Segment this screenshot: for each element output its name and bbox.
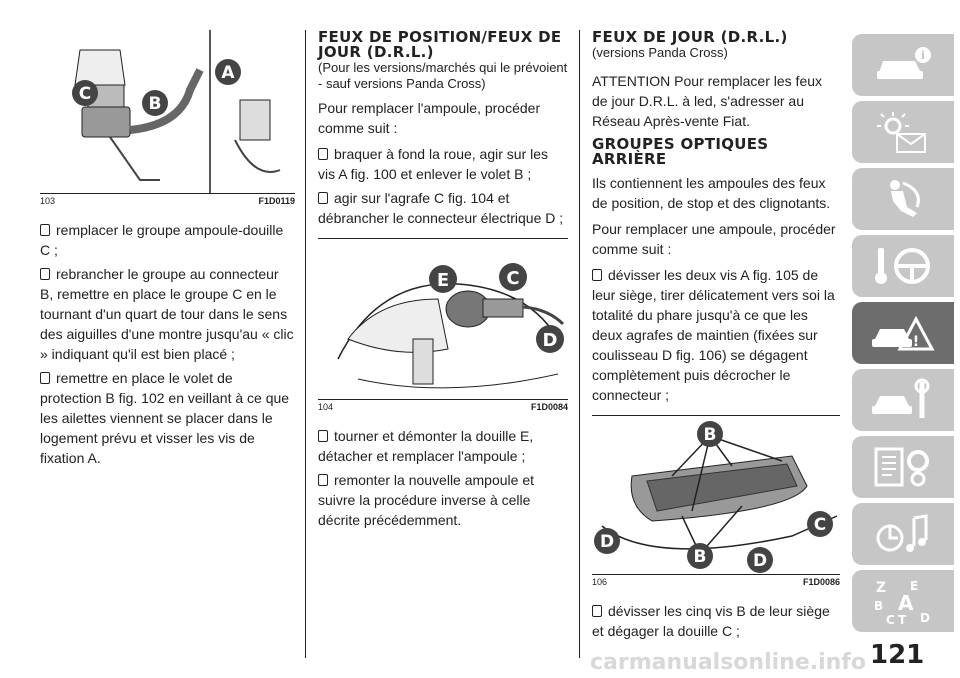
watermark: carmanualsonline.info [590,650,866,675]
figure-number: 104 [318,402,334,412]
callout-b: B [703,425,717,445]
callout-c: C [506,268,520,289]
warning-lights-icon [873,110,933,154]
checkbox-bullet-icon [318,148,328,160]
rear-light-illustration [592,416,840,574]
bullet-item: remettre en place le volet de protection B fig. 102 en veillant à ce que les ailettes viennent se placer dans le logement prévu et visser les vis de fixation A. [40,370,290,466]
tab-safety[interactable] [852,168,954,230]
bullet-item: tourner et démonter la douille E, détacher et remplacer l'ampoule ; [318,428,534,464]
tab-car-info[interactable] [852,34,954,96]
figure-number: 103 [40,196,56,206]
callout-b: B [693,547,707,567]
callout-b: B [148,94,162,114]
svg-text:E: E [910,579,919,593]
section-heading: GROUPES OPTIQUES ARRIÈRE [592,135,769,168]
index-letters-icon [870,576,936,626]
section-subheading: (Pour les versions/marchés qui le prévoient - sauf versions Panda Cross) [318,60,568,91]
tab-index[interactable] [852,570,954,632]
checkbox-bullet-icon [40,268,50,280]
bullet-item: rebrancher le groupe au connecteur B, remettre en place le groupe C en le tournant d'un quart de tour dans le sens des aiguilles d'une montre jusqu'au « clic » indiquant qu'il est bien placé ; [40,266,294,362]
svg-text:B: B [874,599,884,613]
column-divider [579,30,580,658]
car-info-icon [873,45,933,85]
figure-104 [318,238,568,400]
tab-multimedia[interactable] [852,503,954,565]
tab-starting-driving[interactable] [852,235,954,297]
figure-caption [40,194,295,206]
callout-d: D [599,532,615,552]
figure-number: 106 [592,577,608,587]
checkbox-bullet-icon [318,192,328,204]
bullet-item: dévisser les deux vis A fig. 105 de leur siège, tirer délicatement vers soi la totalité du phare jusqu'à ce que les deux agrafes de maintien (fixées sur coulisseau D fig. 106) se dégagent complètement puis décrocher le connecteur ; [592,267,835,403]
column-2 [318,30,568,534]
tab-maintenance[interactable] [852,369,954,431]
intro-text: Pour remplacer l'ampoule, procéder comme suit : [318,100,541,136]
checkbox-bullet-icon [40,224,50,236]
callout-e: E [436,270,450,291]
checkbox-bullet-icon [318,474,328,486]
svg-text:C: C [886,613,895,626]
figure-caption [318,400,568,412]
technical-data-icon [870,445,936,489]
section-heading: FEUX DE JOUR (D.R.L.) [592,28,788,46]
tab-emergency[interactable] [852,302,954,364]
page-number: 121 [870,640,925,670]
figure-103 [40,30,295,194]
drl-lamp-illustration [318,239,568,399]
bullet-item: dévisser les cinq vis B de leur siège et dégager la douille C ; [592,603,830,639]
bullet-item: agir sur l'agrafe C fig. 104 et débrancher le connecteur électrique D ; [318,190,564,226]
figure-code: F1D0084 [530,402,568,412]
figure-106 [592,415,840,575]
callout-d: D [752,551,768,571]
chapter-tabs [852,34,960,637]
safety-seat-icon [873,177,933,221]
figure-caption [592,575,840,587]
bullet-item: remonter la nouvelle ampoule et suivre la procédure inverse à celle décrite précédemment. [318,472,535,528]
intro-text: Pour remplacer une ampoule, procéder comme suit : [592,221,836,257]
checkbox-bullet-icon [318,430,328,442]
callout-c: C [78,84,92,104]
section-subheading: (versions Panda Cross) [592,45,728,60]
figure-code: F1D0119 [258,196,295,206]
multimedia-music-icon [870,512,936,556]
bullet-item: remplacer le groupe ampoule-douille C ; [40,222,284,258]
column-3 [592,30,840,645]
attention-note: ATTENTION Pour remplacer les feux de jour D.R.L. à led, s'adresser au Réseau Après-vente Fiat. [592,73,823,129]
svg-text:i: i [920,49,926,62]
checkbox-bullet-icon [592,269,602,281]
column-1 [40,30,295,472]
checkbox-bullet-icon [40,372,50,384]
svg-text:D: D [920,611,930,625]
svg-text:T: T [898,613,907,626]
callout-c: C [813,515,827,535]
body-text: Ils contiennent les ampoules des feux de position, de stop et des clignotants. [592,175,831,211]
maintenance-wrench-icon [870,378,936,422]
callout-d: D [542,330,558,351]
key-steering-wheel-icon [870,244,936,288]
emergency-breakdown-icon [870,311,936,355]
section-heading: FEUX DE POSITION/FEUX DE JOUR (D.R.L.) [318,28,562,61]
checkbox-bullet-icon [592,605,602,617]
svg-text:Z: Z [876,580,887,596]
svg-text:!: ! [912,334,920,350]
headlamp-bulb-illustration [40,30,295,193]
callout-a: A [221,63,235,83]
figure-code: F1D0086 [802,577,840,587]
bullet-item: braquer à fond la roue, agir sur les vis A fig. 100 et enlever le volet B ; [318,146,549,182]
tab-warning-lights[interactable] [852,101,954,163]
svg-text:A: A [898,591,914,615]
tab-technical-data[interactable] [852,436,954,498]
column-divider [305,30,306,658]
